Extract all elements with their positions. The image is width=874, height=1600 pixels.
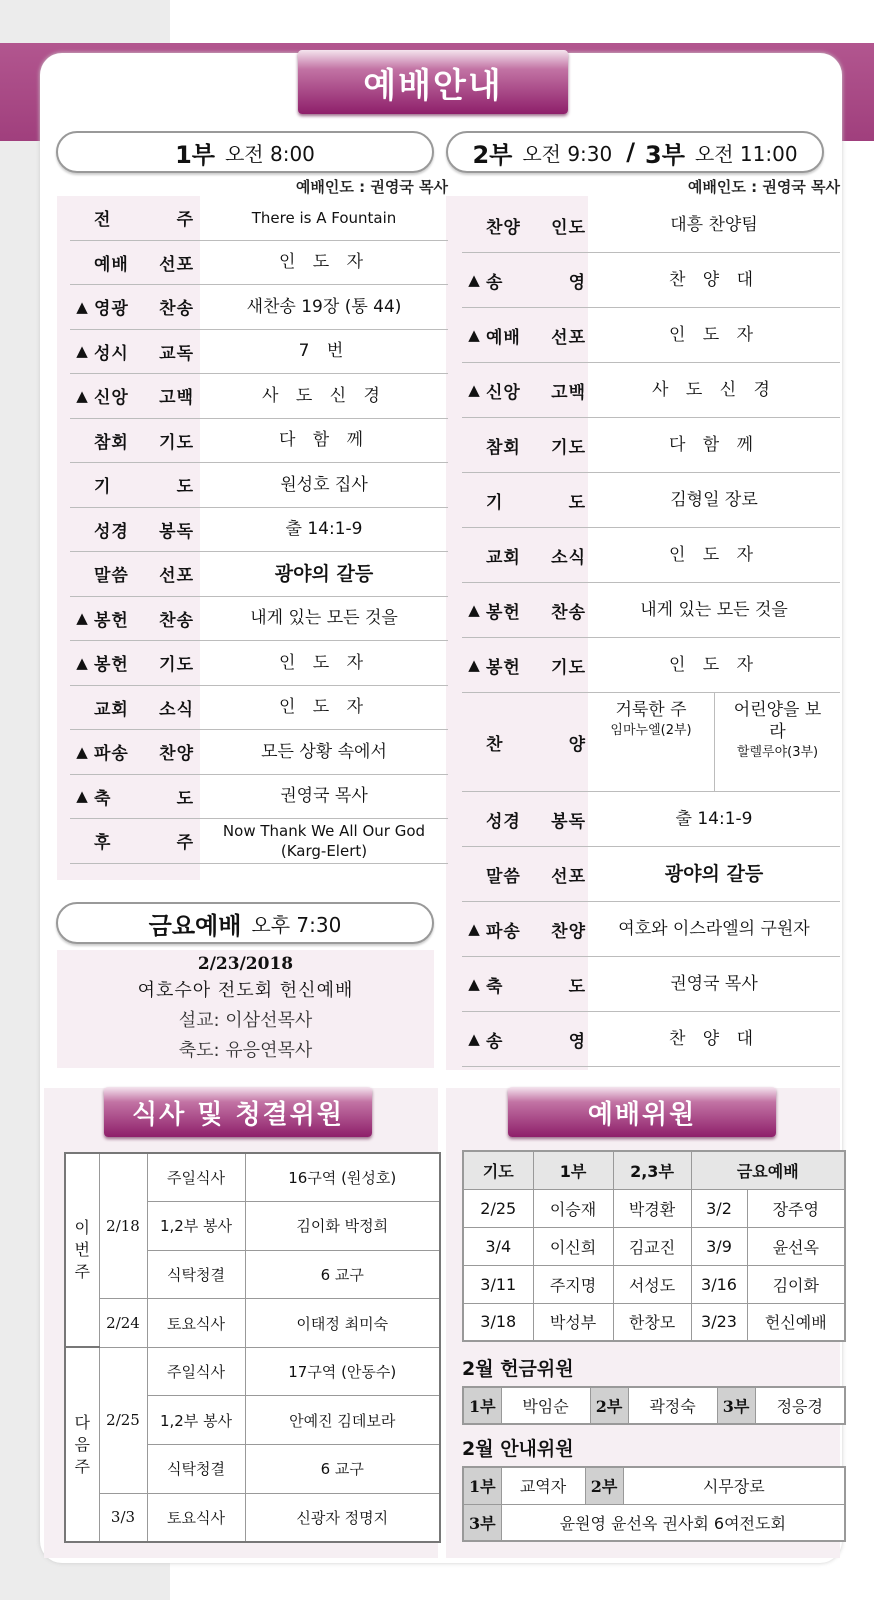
order-label: 파송 찬양	[486, 921, 586, 942]
order-value: 찬 양 대	[668, 1029, 760, 1049]
friday-time: 오후 7:30	[251, 912, 342, 937]
s1-row	[70, 730, 448, 775]
order-label: 봉헌 찬송	[486, 602, 586, 623]
usher-part: 2부	[585, 1467, 623, 1504]
order-value: 광야의 갈등	[274, 562, 374, 585]
worship-cell: 김교진	[613, 1227, 691, 1265]
s2-row	[462, 308, 840, 363]
friday-event: 여호수아 전도회 헌신예배	[137, 980, 354, 1001]
usher-name: 교역자	[501, 1467, 585, 1504]
order-label: 성경 봉독	[94, 521, 194, 542]
s1-row	[70, 330, 448, 375]
worship-cell: 3/9	[691, 1227, 747, 1265]
order-label: 성경 봉독	[486, 811, 586, 832]
s3-row	[462, 847, 840, 902]
order-value: 여호와 이스라엘의 구원자	[618, 919, 810, 939]
order-label: 말씀 선포	[486, 866, 586, 887]
offering-part: 3부	[717, 1387, 755, 1424]
s1-row	[70, 686, 448, 731]
s1-row	[70, 597, 448, 642]
order-label: 교회 소식	[94, 699, 194, 720]
order-value: 출 14:1-9	[675, 809, 753, 829]
order-value: 인 도 자	[668, 545, 760, 565]
usher-part: 3부	[463, 1504, 501, 1541]
service3-time: 오전 11:00	[694, 141, 798, 166]
order-label: 찬양 인도	[486, 217, 586, 238]
order-value: 인 도 자	[278, 652, 370, 673]
choir-row	[462, 693, 840, 792]
worship-cell: 김이화	[747, 1265, 845, 1303]
worship-cell: 윤선옥	[747, 1227, 845, 1265]
worship-cell: 이승재	[533, 1189, 613, 1227]
order-value: 원성호 집사	[280, 474, 368, 495]
service3-part: 3부	[645, 140, 685, 169]
order-mark: ▲	[468, 326, 480, 344]
order-label: 봉헌 기도	[94, 655, 194, 676]
meal-date: 3/3	[99, 1493, 147, 1542]
order-value: 다 함 께	[668, 435, 760, 455]
meal-category: 1,2부 봉사	[147, 1396, 245, 1445]
order-mark: ▲	[76, 609, 88, 628]
order-label: 영광 찬송	[94, 299, 194, 320]
meal-section-title: 식사 및 청결위원	[104, 1087, 372, 1137]
service23-header	[446, 131, 824, 173]
order-mark: ▲	[76, 297, 88, 316]
order-label: 후 주	[94, 833, 194, 854]
meal-row	[65, 1347, 440, 1396]
s3-row	[462, 1012, 840, 1067]
offering-name: 정응경	[755, 1387, 845, 1424]
order-value: 인 도 자	[278, 252, 370, 273]
s2-row	[462, 638, 840, 693]
s2-row	[462, 418, 840, 473]
s1-row	[70, 775, 448, 820]
worship-cell: 헌신예배	[747, 1303, 845, 1341]
order-value: There is A Fountain	[251, 208, 397, 227]
order-label: 예배 선포	[486, 327, 586, 348]
meal-category: 식탁청결	[147, 1250, 245, 1299]
order-label: 송 영	[486, 1031, 586, 1052]
service1-header	[56, 131, 434, 173]
s1-row	[70, 641, 448, 686]
meal-date: 2/25	[99, 1347, 147, 1493]
order-label: 파송 찬양	[94, 744, 194, 765]
order-mark: ▲	[468, 601, 480, 619]
order-label: 기 도	[94, 477, 194, 498]
usher-name: 시무장로	[623, 1467, 845, 1504]
order-mark: ▲	[468, 1030, 480, 1048]
service2-part: 2부	[472, 140, 513, 169]
usher-part: 1부	[463, 1467, 501, 1504]
order-value: 인 도 자	[668, 325, 760, 345]
worship-cell: 주지명	[533, 1265, 613, 1303]
worship-cell: 박성부	[533, 1303, 613, 1341]
s3-row	[462, 792, 840, 847]
order-mark: ▲	[76, 742, 88, 761]
order-mark: ▲	[468, 656, 480, 674]
meal-assignee: 16구역 (원성호)	[245, 1153, 440, 1202]
worship-cell: 서성도	[613, 1265, 691, 1303]
friday-title: 금요예배	[148, 911, 242, 940]
s2-row	[462, 198, 840, 253]
s2-row	[462, 363, 840, 418]
worship-committee-table	[462, 1150, 846, 1342]
choir-3rd-service	[715, 699, 840, 763]
order-value: 인 도 자	[668, 655, 760, 675]
meal-assignee: 안예진 김데보라	[245, 1396, 440, 1445]
offering-part: 2부	[590, 1387, 628, 1424]
offering-name: 박임순	[501, 1387, 590, 1424]
worship-header-row	[463, 1151, 845, 1189]
s1-row	[70, 196, 448, 241]
s1-row	[70, 463, 448, 508]
order-mark: ▲	[76, 653, 88, 672]
order-value: Now Thank We All Our God (Karg-Elert)	[222, 821, 426, 860]
order-value: 출 14:1-9	[285, 519, 363, 540]
service1-part: 1부	[175, 140, 215, 169]
offering-table	[462, 1386, 846, 1425]
order-label: 축 도	[486, 976, 586, 997]
choir-label: 찬 양	[486, 734, 586, 755]
s1-row	[70, 508, 448, 553]
order-value: 모든 상황 속에서	[261, 741, 387, 762]
s2-row	[462, 253, 840, 308]
worship-row	[463, 1303, 845, 1341]
friday-date: 2/23/2018	[197, 954, 294, 974]
order-value: 권영국 목사	[670, 974, 758, 994]
usher-row	[463, 1504, 845, 1541]
order-mark: ▲	[76, 342, 88, 361]
usher-row	[463, 1467, 845, 1504]
meal-table	[64, 1152, 441, 1543]
meal-assignee: 6 교구	[245, 1445, 440, 1494]
s1-row	[70, 241, 448, 286]
offering-row	[463, 1387, 845, 1424]
order-label: 신앙 고백	[486, 382, 586, 403]
worship-header: 2,3부	[613, 1151, 691, 1189]
worship-cell: 3/2	[691, 1189, 747, 1227]
order-label: 참회 기도	[94, 432, 194, 453]
service23-leader: 예배인도 : 권영국 목사	[687, 178, 840, 196]
choir-2nd-sub: 임마누엘(2부)	[610, 723, 692, 738]
worship-row	[463, 1265, 845, 1303]
offering-title: 2월 헌금위원	[462, 1358, 574, 1380]
meal-category: 1,2부 봉사	[147, 1202, 245, 1251]
friday-blessing: 축도: 유응연목사	[178, 1040, 313, 1061]
s1-row	[70, 419, 448, 464]
order-label: 성시 교독	[94, 343, 194, 364]
usher-table	[462, 1466, 846, 1542]
order-label: 송 영	[486, 272, 586, 293]
service1-leader: 예배인도 : 권영국 목사	[295, 178, 448, 196]
order-value: 사 도 신 경	[652, 380, 776, 400]
worship-cell: 장주영	[747, 1189, 845, 1227]
meal-date: 2/18	[99, 1153, 147, 1299]
order-label: 말씀 선포	[94, 566, 194, 587]
order-value: 다 함 께	[278, 430, 370, 451]
order-value: 광야의 갈등	[664, 863, 764, 885]
order-mark: ▲	[76, 386, 88, 405]
meal-category: 토요식사	[147, 1493, 245, 1542]
order-value: 찬 양 대	[668, 270, 760, 290]
order-value: 김형일 장로	[670, 490, 758, 510]
order-value: 사 도 신 경	[262, 385, 386, 406]
meal-row	[65, 1153, 440, 1202]
order-label: 교회 소식	[486, 547, 586, 568]
worship-cell: 이신희	[533, 1227, 613, 1265]
order-label: 전 주	[94, 210, 194, 231]
offering-name: 곽정숙	[628, 1387, 717, 1424]
s3-row	[462, 957, 840, 1012]
worship-row	[463, 1189, 845, 1227]
s1-row	[70, 374, 448, 419]
meal-row	[65, 1299, 440, 1348]
s1-row	[70, 552, 448, 597]
order-value: 권영국 목사	[280, 786, 368, 807]
worship-row	[463, 1227, 845, 1265]
choir-2nd-title: 거룩한 주	[615, 700, 687, 720]
meal-category: 식탁청결	[147, 1445, 245, 1494]
worship-header: 금요예배	[691, 1151, 845, 1189]
meal-assignee: 이태정 최미숙	[245, 1299, 440, 1348]
order-mark: ▲	[468, 271, 480, 289]
order-mark: ▲	[468, 975, 480, 993]
order-label: 축 도	[94, 788, 194, 809]
meal-date: 2/24	[99, 1299, 147, 1348]
order-label: 봉헌 기도	[486, 657, 586, 678]
meal-category: 주일식사	[147, 1347, 245, 1396]
s2-row	[462, 528, 840, 583]
worship-cell: 2/25	[463, 1189, 533, 1227]
worship-header: 1부	[533, 1151, 613, 1189]
choir-2nd-service	[588, 699, 714, 741]
order-label: 봉헌 찬송	[94, 610, 194, 631]
worship-cell: 박경환	[613, 1189, 691, 1227]
meal-group: 이 번 주	[65, 1153, 99, 1347]
usher-name: 윤원영 윤선옥 권사회 6여전도회	[501, 1504, 845, 1541]
worship-cell: 3/23	[691, 1303, 747, 1341]
worship-cell: 3/4	[463, 1227, 533, 1265]
service-slash: /	[626, 138, 636, 166]
order-value: 내게 있는 모든 것을	[640, 600, 788, 620]
worship-cell: 한창모	[613, 1303, 691, 1341]
meal-assignee: 김이화 박정희	[245, 1202, 440, 1251]
order-value: 인 도 자	[278, 697, 370, 718]
worship-cell: 3/18	[463, 1303, 533, 1341]
choir-3rd-sub: 할렐루야(3부)	[736, 745, 819, 760]
meal-assignee: 신광자 정명지	[245, 1493, 440, 1542]
order-label: 참회 기도	[486, 437, 586, 458]
meal-row	[65, 1493, 440, 1542]
friday-header	[56, 902, 434, 944]
service2-time: 오전 9:30	[522, 141, 613, 166]
worship-cell: 3/11	[463, 1265, 533, 1303]
service1-time: 오전 8:00	[224, 141, 315, 166]
order-label: 기 도	[486, 492, 586, 513]
friday-sermon: 설교: 이삼선목사	[178, 1010, 313, 1031]
meal-group: 다 음 주	[65, 1347, 99, 1541]
order-label: 예배 선포	[94, 254, 194, 275]
order-mark: ▲	[468, 381, 480, 399]
s3-row	[462, 902, 840, 957]
s1-row	[70, 285, 448, 330]
order-value: 내게 있는 모든 것을	[250, 608, 398, 629]
order-label: 신앙 고백	[94, 388, 194, 409]
usher-title: 2월 안내위원	[462, 1438, 574, 1460]
order-mark: ▲	[76, 787, 88, 806]
meal-assignee: 6 교구	[245, 1250, 440, 1299]
meal-category: 토요식사	[147, 1299, 245, 1348]
worship-section-title: 예배위원	[508, 1087, 776, 1137]
order-value: 새찬송 19장 (통 44)	[246, 296, 402, 317]
meal-category: 주일식사	[147, 1153, 245, 1202]
s2-row	[462, 583, 840, 638]
meal-assignee: 17구역 (안동수)	[245, 1347, 440, 1396]
page-title: 예배안내	[298, 50, 568, 114]
choir-3rd-title: 어린양을 보라	[733, 700, 822, 742]
offering-part: 1부	[463, 1387, 501, 1424]
s2-row	[462, 473, 840, 528]
worship-header: 기도	[463, 1151, 533, 1189]
order-mark: ▲	[468, 920, 480, 938]
s1-row	[70, 819, 448, 864]
worship-cell: 3/16	[691, 1265, 747, 1303]
order-value: 대흥 찬양팀	[670, 215, 758, 235]
friday-info	[57, 950, 434, 1068]
order-value: 7 번	[298, 341, 350, 362]
